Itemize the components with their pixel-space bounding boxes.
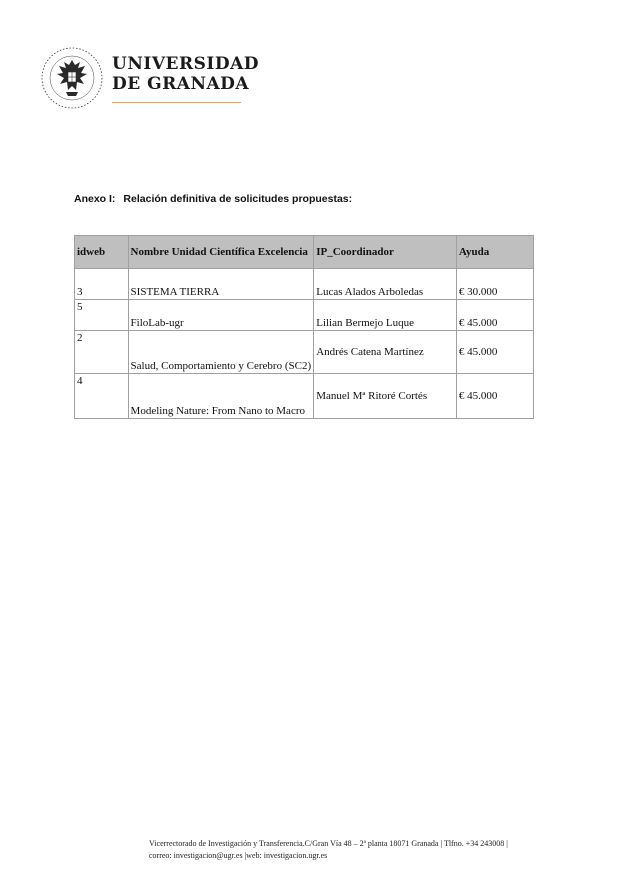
cell-ip: Andrés Catena Martínez xyxy=(314,331,457,374)
brand-line-2: DE GRANADA xyxy=(112,74,250,94)
cell-idweb: 4 xyxy=(75,374,129,419)
cell-name: Salud, Comportamiento y Cerebro (SC2) xyxy=(128,331,314,374)
cell-ip: Lucas Alados Arboledas xyxy=(314,269,457,300)
table-row xyxy=(75,300,534,331)
col-header-idweb: idweb xyxy=(75,236,129,269)
cell-idweb: 2 xyxy=(75,331,129,374)
page-footer xyxy=(149,838,508,862)
table-header-row xyxy=(75,236,534,269)
proposals-table xyxy=(74,235,534,419)
cell-name: Modeling Nature: From Nano to Macro xyxy=(128,374,314,419)
cell-idweb: 5 xyxy=(75,300,129,331)
annex-heading xyxy=(74,193,352,205)
cell-amount: € 30.000 xyxy=(456,269,533,300)
university-wordmark xyxy=(112,54,259,94)
annex-title: Relación definitiva de solicitudes propuestas: xyxy=(123,193,353,205)
cell-name: FiloLab-ugr xyxy=(128,300,314,331)
col-header-ip: IP_Coordinador xyxy=(314,236,457,269)
footer-address: Vicerrectorado de Investigación y Transferencia.C/Gran Vía 48 – 2ª planta 18071 Granada | Tlfno. +34 243008 | xyxy=(149,839,508,848)
brand-divider xyxy=(112,102,241,103)
cell-amount: € 45.000 xyxy=(456,331,533,374)
cell-amount: € 45.000 xyxy=(456,374,533,419)
cell-ip: Manuel Mª Ritoré Cortés xyxy=(314,374,457,419)
col-header-name: Nombre Unidad Científica Excelencia xyxy=(128,236,314,269)
annex-label: Anexo I: xyxy=(74,193,116,205)
footer-contact: correo: investigacion@ugr.es |web: investigacion.ugr.es xyxy=(149,851,328,860)
university-seal-logo xyxy=(40,46,104,110)
table-row xyxy=(75,331,534,374)
cell-idweb: 3 xyxy=(75,269,129,300)
table-row xyxy=(75,269,534,300)
cell-amount: € 45.000 xyxy=(456,300,533,331)
brand-line-1: UNIVERSIDAD xyxy=(112,54,259,74)
cell-ip: Lilian Bermejo Luque xyxy=(314,300,457,331)
col-header-amount: Ayuda xyxy=(456,236,533,269)
cell-name: SISTEMA TIERRA xyxy=(128,269,314,300)
table-row xyxy=(75,374,534,419)
